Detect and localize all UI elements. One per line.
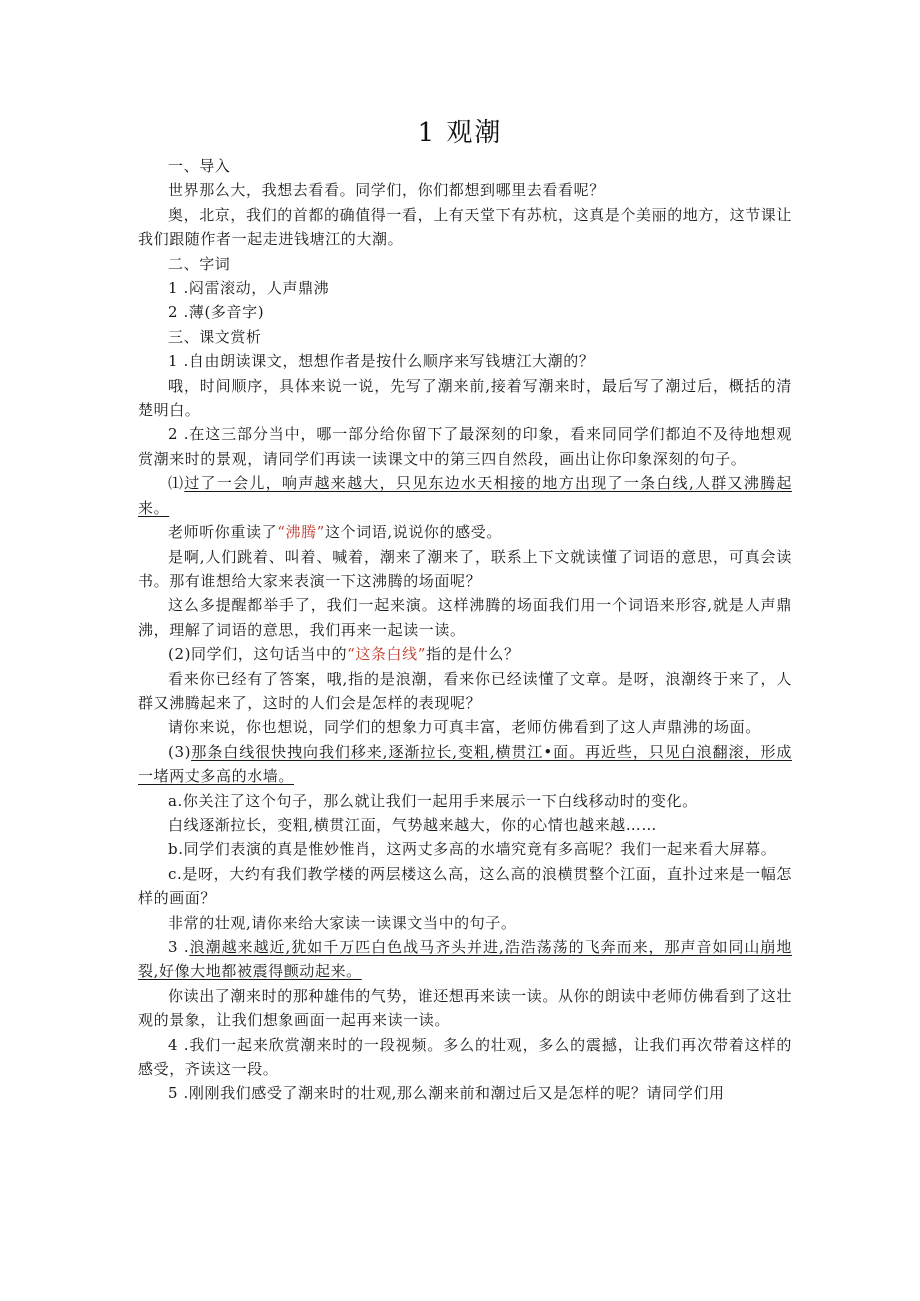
paragraph: 是啊,人们跳着、叫着、喊着，潮来了潮来了，联系上下文就读懂了词语的意思，可真会读书。那有谁想给大家来表演一下这沸腾的场面呢？: [138, 547, 792, 590]
paragraph: 奥，北京，我们的首都的确值得一看，上有天堂下有苏杭，这真是个美丽的地方，这节课让我们跟随作者一起走进钱塘江的大潮。: [138, 205, 793, 249]
quote-3-text: 那条白线很快拽向我们移来,逐渐拉长,变粗,横贯江•面。再近些，只见白浪翻滚，形成一堵两丈多高的水墙。: [138, 742, 792, 786]
quote-4-number: 3 .: [168, 938, 190, 956]
question-1: 1 .自由朗读课文，想想作者是按什么顺序来写钱塘江大潮的？: [168, 352, 595, 371]
page-title: 1 观潮: [417, 118, 503, 148]
quote-1-number: ⑴: [168, 474, 185, 493]
paragraph: a.你关注了这个句子，那么就让我们一起用手来展示一下白线移动时的变化。: [168, 791, 698, 810]
text-span: 老师听你重读了: [168, 523, 278, 542]
highlight-word: “沸腾”: [277, 523, 325, 542]
section-heading-intro: 一、导入: [168, 157, 231, 175]
paragraph: 你读出了潮来时的那种雄伟的气势，谁还想再来读一读。从你的朗读中老师仿佛看到了这壮观的景象，让我们想象画面一起再来读一读。: [138, 986, 793, 1030]
quote-4: [138, 935, 792, 984]
text-span: (2)同学们，这句话当中的: [168, 645, 348, 664]
quote-4-text: 浪潮越来越近,犹如千万匹白色战马齐头并进,浩浩荡荡的飞奔而来，那声音如同山崩地裂,好像大地都被震得颤动起来。: [138, 938, 792, 981]
highlight-word: “这条白线”: [347, 645, 426, 664]
paragraph: 白线逐渐拉长，变粗,横贯江面，气势越来越大，你的心情也越来越……: [168, 815, 657, 834]
question-2: 2 .在这三部分当中，哪一部分给你留下了最深刻的印象，看来同同学们都迫不及待地想观赏潮来时的景观，请同学们再读一读课文中的第三四自然段，画出让你印象深刻的句子。: [138, 425, 792, 468]
quote-1: [138, 471, 792, 520]
paragraph: [138, 642, 792, 666]
paragraph: c.是呀，大约有我们教学楼的两层楼这么高，这么高的浪横贯整个江面，直扑过来是一幅怎样的画面？: [138, 864, 792, 908]
paragraph: 请你来说，你也想说，同学们的想象力可真丰富，老师仿佛看到了这人声鼎沸的场面。: [168, 718, 761, 737]
text-span: 指的是什么？: [426, 645, 520, 664]
question-5: 5 .刚刚我们感受了潮来时的壮观,那么潮来前和潮过后又是怎样的呢？请同学们用: [168, 1084, 725, 1103]
paragraph: 看来你已经有了答案，哦,指的是浪潮，看来你已经读懂了文章。是呀，浪潮终于来了，人群又沸腾起来了，这时的人们会是怎样的表现呢？: [138, 669, 792, 712]
text-span: 这个词语,说说你的感受。: [324, 523, 502, 542]
section-heading-vocab: 二、字词: [168, 254, 231, 273]
quote-3: [138, 740, 792, 789]
paragraph: 世界那么大，我想去看看。同学们，你们都想到哪里去看看呢？: [168, 181, 605, 200]
quote-1-text: 过了一会儿，响声越来越大，只见东边水天相接的地方出现了一条白线,人群又沸腾起来。: [138, 474, 792, 517]
paragraph: b.同学们表演的真是惟妙惟肖，这两丈多高的水墙究竟有多高呢？我们一起来看大屏幕。: [168, 840, 777, 859]
paragraph: 这么多提醒都举手了，我们一起来演。这样沸腾的场面我们用一个词语来形容,就是人声鼎沸，理解了词语的意思，我们再来一起读一读。: [138, 596, 792, 639]
document-body: [138, 154, 792, 1106]
answer-1: 哦，时间顺序，具体来说一说，先写了潮来前,接着写潮来时，最后写了潮过后，概括的清楚明白。: [138, 376, 792, 420]
section-heading-analysis: 三、课文赏析: [168, 327, 262, 346]
paragraph: 非常的壮观,请你来给大家读一读课文当中的句子。: [168, 913, 517, 932]
vocab-item: 2 .薄(多音字): [168, 303, 265, 322]
paragraph: [138, 520, 792, 544]
question-4: 4 .我们一起来欣赏潮来时的一段视频。多么的壮观，多么的震撼，让我们再次带着这样的感受，齐读这一段。: [138, 1035, 792, 1079]
quote-3-number: (3): [168, 742, 192, 761]
vocab-item: 1 .闷雷滚动，人声鼎沸: [168, 279, 330, 298]
